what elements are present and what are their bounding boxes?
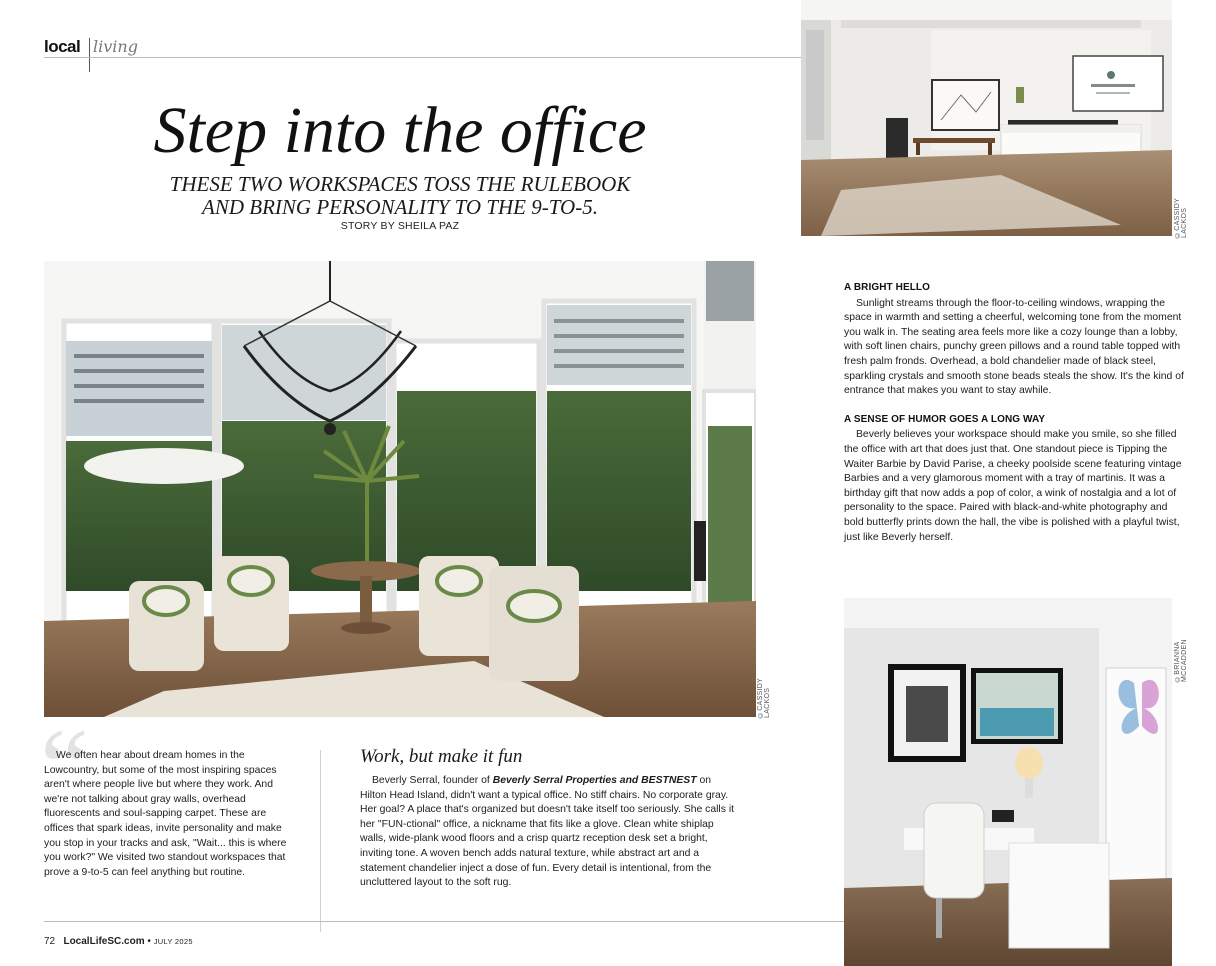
- article-subtitle: [150, 173, 650, 219]
- paragraph-work-fun-part-1: Beverly Serral, founder of: [372, 775, 493, 786]
- section-heading-work-fun: Work, but make it fun: [360, 746, 523, 767]
- paragraph-work-fun-part-2: on Hilton Head Island, didn't want a typical office. No stiff chairs. No corporate gray. Her goal? A place that's organized but doesn't take itself too seriously. She calls it her "FUN-ctional" office, a nickname that fits like a glove. Clean white shiplap walls, wide-plank wood floors and a crisp quartz reception desk set a bright, inviting tone. A woven bench adds natural texture, while abstract art and a statement chandelier inject a dose of fun. Every detail is intentional, from the uncluttered layout to the soft rug.: [360, 775, 735, 889]
- brand-logo-living: living: [93, 37, 138, 56]
- footer-separator: •: [147, 936, 151, 947]
- article-title: Step into the office: [153, 94, 647, 167]
- decorative-quote-mark: “: [40, 706, 89, 828]
- middle-column: [360, 774, 738, 891]
- subtitle-line-1: THESE TWO WORKSPACES TOSS THE RULEBOOK: [169, 172, 631, 196]
- brand-divider: [89, 38, 90, 72]
- office-illustration: [844, 598, 1172, 966]
- issue-date: JULY 2025: [153, 937, 193, 946]
- paragraph-work-fun: [360, 774, 738, 891]
- company-name: Beverly Serral Properties and BESTNEST: [492, 775, 697, 786]
- intro-column: [44, 749, 290, 880]
- right-column: [844, 281, 1184, 545]
- photo-credit-top: ©CASSIDY LACKOS: [1174, 197, 1188, 238]
- column-divider: [320, 750, 321, 932]
- header-rule: [44, 57, 802, 58]
- footer-rule: [44, 921, 844, 922]
- paragraph-sense-of-humor: Beverly believes your workspace should make you smile, so she filled the office with art that does just that. One standout piece is Tipping the Waiter Barbie by David Parise, a cheeky poolside scene featuring vintage Barbies and a very glamorous moment with a tray of martinis. It was a birthday gift that now adds a pop of color, a wink of nostalgia and a lot of personality to the space. Paired with black-and-white photography and bold butterfly prints down the hall, the vibe is polished with a playful twist, just like Beverly herself.: [844, 429, 1182, 543]
- reception-illustration: [801, 0, 1172, 236]
- byline: STORY BY SHEILA PAZ: [340, 220, 460, 232]
- subtitle-line-2: AND BRING PERSONALITY TO THE 9-TO-5.: [202, 195, 598, 219]
- section-heading-sense-of-humor: A SENSE OF HUMOR GOES A LONG WAY: [844, 413, 1046, 425]
- office-photo: [844, 598, 1172, 966]
- intro-paragraph: We often hear about dream homes in the Lowcountry, but some of the most inspiring spaces aren't where people live but where they work. And we're not talking about gray walls, overhead fluorescents and soul-sapping carpet. These are offices that spark ideas, invite personality and make you stop in your tracks and ask, "Wait... this is where you work?" We visited two standout workspaces that prove a 9-to-5 can feel anything but routine.: [44, 750, 287, 878]
- photo-credit-bottom: ©BRIANNA MCCADDEN: [1174, 639, 1188, 682]
- page-number: 72: [44, 936, 56, 947]
- reception-photo: [801, 0, 1172, 236]
- photo-credit-main: ©CASSIDY LACKOS: [757, 677, 771, 718]
- paragraph-bright-hello: Sunlight streams through the floor-to-ceiling windows, wrapping the space in warmth and setting a cheerful, welcoming tone from the moment you walk in. The seating area feels more like a cozy lounge than a lobby, with soft linen chairs, punchy green pillows and a round table topped with fresh palm fronds. Overhead, a bold chandelier made of black steel, sparkling crystals and smooth stone beads steals the show. It's the kind of entrance that makes you want to stay awhile.: [844, 297, 1184, 397]
- sunroom-illustration: [44, 261, 756, 717]
- section-heading-bright-hello: A BRIGHT HELLO: [844, 282, 931, 293]
- site-name: LocalLifeSC.com: [63, 936, 145, 947]
- page-footer: [44, 936, 193, 947]
- sunroom-photo: [44, 261, 756, 717]
- brand-logo-local: local: [44, 37, 81, 56]
